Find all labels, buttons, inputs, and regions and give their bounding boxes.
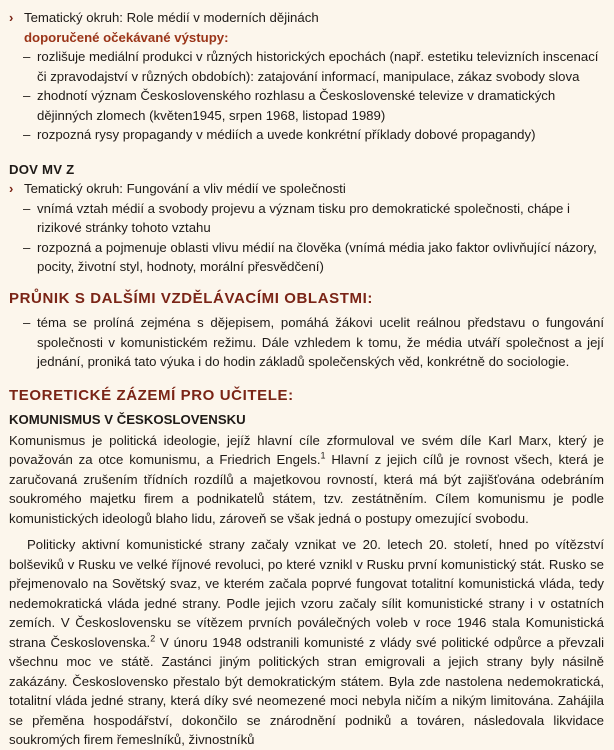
list-item: – zhodnotí význam Československého rozhlasu a Československé televize v dramatických dějinných zlomech (květen1945, srpen 1968, listopad 1989)	[37, 86, 604, 125]
topic-text: Tematický okruh: Fungování a vliv médií ve společnosti	[24, 181, 346, 196]
paragraph-text: Politicky aktivní komunistické strany začaly vznikat ve 20. letech 20. století, hned po vítězství bolševiků v Rusku ve velké říjnové revoluci, po které vznikl v Rusku první komunistický stát. Rusko se přejmenovalo na Sovětský svaz, ve kterém začala poprvé fungovat totalitní komunistická vláda, tedy nedemokratická vláda jedné strany. Podle jejich vzoru začaly sílit komunistické strany i v ostatních zemích. V Československu se vítězem prvních poválečných voleb v roce 1946 stala Komunistická strana Československa.	[9, 537, 604, 650]
section-heading: TEORETICKÉ ZÁZEMÍ PRO UČITELE:	[9, 386, 294, 404]
footnote-marker: 2	[150, 633, 156, 644]
body-paragraph	[9, 431, 604, 529]
list-item: – vnímá vztah médií a svobody projevu a význam tisku pro demokratické společnosti, chápe i rizikové stránky tohoto vztahu	[37, 199, 604, 238]
list-item: – rozpozná rysy propagandy v médiích a uvede konkrétní příklady dobové propagandy)	[37, 125, 604, 145]
body-paragraph	[9, 535, 604, 750]
topic-line	[9, 179, 604, 199]
list-item: – rozpozná a pojmenuje oblasti vlivu médií na člověka (vnímá média jako faktor ovlivňující názory, pocity, životní styl, hodnoty, morální přesvědčení)	[37, 238, 604, 277]
paragraph-text: Komunismus je politická ideologie, jejíž hlavní cíle zformuloval ve svém díle Karl Marx, který je považován za otce komunismu, a Friedrich Engels.	[9, 432, 604, 467]
paragraph-text: V únoru 1948 odstranili komunisté z vlády své politické odpůrce a převzali všechnu moc ve státě. Zastánci jiným politických stran emigrovali a jejich strany byly násilně zakázány. Československo přestalo být demokratickým státem. Byla zde nastolena nedemokratická, totalitní vláda jedné strany, která díky své neomezené moci nebyla ničím a nikým limitována. Zahájila se přeměna hospodářství, dokončilo se znárodnění podniků a továren, následovala likvidace soukromých firem řemeslníků, živnostníků	[9, 634, 604, 747]
topic-text: Tematický okruh: Role médií v moderních dějinách	[24, 10, 319, 25]
list-item: – rozlišuje mediální produkci v různých historických epochách (např. estetiku televizních inscenací či zpravodajství v různých obdobích): zatajování informací, manipulace, zákaz svobody slova	[37, 47, 604, 86]
outcomes-block-dov	[9, 160, 604, 277]
cross-curricular-section	[9, 289, 604, 372]
subsection-heading: KOMUNISMUS V ČESKOSLOVENSKU	[9, 412, 246, 427]
section-code-heading: DOV MV Z	[9, 161, 75, 177]
chevron-right-icon: ›	[9, 181, 14, 196]
footnote-marker: 1	[320, 450, 326, 461]
cross-curricular-list	[9, 313, 604, 372]
teacher-background-section	[9, 386, 604, 750]
section-heading: PRŮNIK S DALŠÍMI VZDĚLÁVACÍMI OBLASTMI:	[9, 289, 373, 307]
expected-outcomes-label: doporučené očekávané výstupy:	[24, 29, 229, 45]
paragraph-text: Hlavní z jejich cílů je rovnost všech, která je zaručovaná zrušením třídních rozdílů a majetkovou rovností, která má být zajišťována odebráním soukromého majetku firem a podnikatelů státem, tzv. zestátněním. Cílem komunismu je podle komunistických ideologů blaho lidu, zároveň se však jedná o postupy omezující svobodu.	[9, 452, 604, 526]
topic-line	[9, 8, 604, 28]
outcomes-list	[9, 199, 604, 277]
outcomes-block-history	[9, 8, 604, 145]
chevron-right-icon: ›	[9, 10, 14, 25]
list-item: – téma se prolíná zejména s dějepisem, pomáhá žákovi ucelit reálnou představu o fungování společnosti v komunistickém režimu. Dále vzhledem k tomu, že média utváří společnost a její jednání, proniká tato výuka i do hodin základů společenských věd, konkrétně do sociologie.	[37, 313, 604, 372]
outcomes-list	[9, 47, 604, 145]
